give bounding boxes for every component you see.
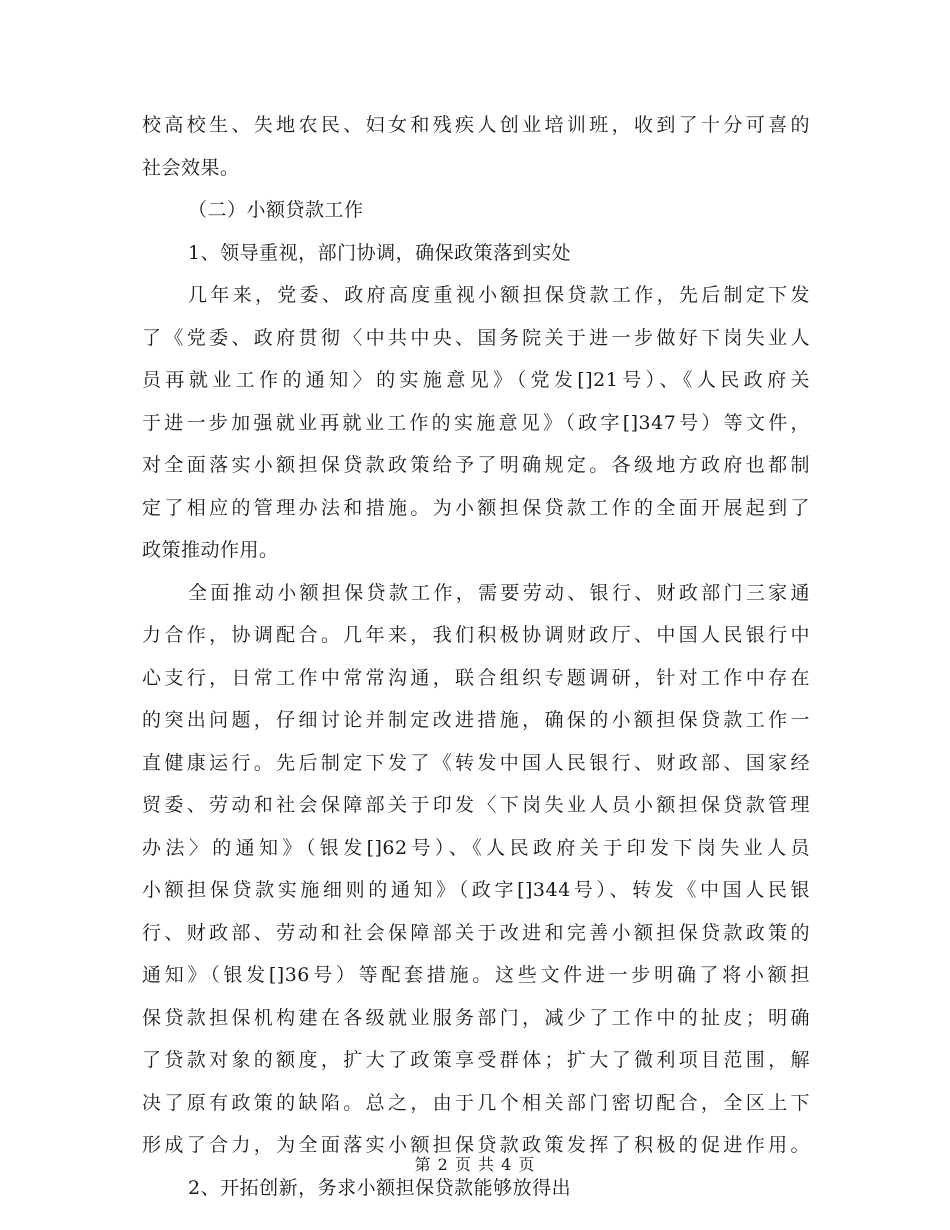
text-line: 社会效果。: [142, 156, 240, 179]
text-line: 校高校生、失地农民、妇女和残疾人创业培训班，收到了十分可喜的: [142, 114, 810, 136]
text-line: 对全面落实小额担保贷款政策给予了明确规定。各级地方政府也都制: [142, 454, 810, 476]
text-line: 小额担保贷款实施细则的通知》（政字[]344号）、转发《中国人民银: [142, 879, 810, 901]
text-line: 保贷款担保机构建在各级就业服务部门，减少了工作中的扯皮；明确: [142, 1006, 810, 1029]
text-line: 直健康运行。先后制定下发了《转发中国人民银行、财政部、国家经: [142, 751, 810, 774]
text-line: 员再就业工作的通知〉的实施意见》（党发[]21号）、《人民政府关: [142, 369, 810, 391]
text-line: 了贷款对象的额度，扩大了政策享受群体；扩大了微利项目范围，解: [142, 1049, 810, 1071]
text-line: 于进一步加强就业再就业工作的实施意见》（政字[]347号）等文件，: [142, 411, 810, 434]
text-line: 定了相应的管理办法和措施。为小额担保贷款工作的全面开展起到了: [142, 496, 810, 519]
text-line: 心支行，日常工作中常常沟通，联合组织专题调研，针对工作中存在: [142, 666, 810, 689]
text-line: 办法〉的通知》（银发[]62号）、《人民政府关于印发下岗失业人员: [142, 836, 810, 859]
text-line: 行、财政部、劳动和社会保障部关于改进和完善小额担保贷款政策的: [142, 921, 810, 944]
text-line: 政策推动作用。: [142, 539, 279, 561]
text-line: 贸委、劳动和社会保障部关于印发〈下岗失业人员小额担保贷款管理: [142, 794, 810, 816]
text-line: 形成了合力，为全面落实小额担保贷款政策发挥了积极的促进作用。: [142, 1134, 810, 1156]
text-line: 力合作，协调配合。几年来，我们积极协调财政厅、中国人民银行中: [142, 624, 810, 646]
document-body: [142, 104, 810, 1209]
text-line: 几年来，党委、政府高度重视小额担保贷款工作，先后制定下发: [188, 284, 810, 306]
text-line: 1、领导重视，部门协调，确保政策落到实处: [188, 241, 572, 264]
text-line: 通知》（银发[]36号）等配套措施。这些文件进一步明确了将小额担: [142, 964, 810, 986]
text-line: 决了原有政策的缺陷。总之，由于几个相关部门密切配合，全区上下: [142, 1091, 810, 1114]
text-line: 2、开拓创新，务求小额担保贷款能够放得出: [188, 1176, 572, 1199]
page-footer: 第 2 页 共 4 页: [414, 1155, 536, 1174]
text-line: （二）小额贷款工作: [188, 199, 364, 221]
text-line: 全面推动小额担保贷款工作，需要劳动、银行、财政部门三家通: [188, 581, 810, 604]
text-line: 的突出问题，仔细讨论并制定改进措施，确保的小额担保贷款工作一: [142, 709, 810, 731]
text-line: 了《党委、政府贯彻〈中共中央、国务院关于进一步做好下岗失业人: [142, 326, 810, 349]
